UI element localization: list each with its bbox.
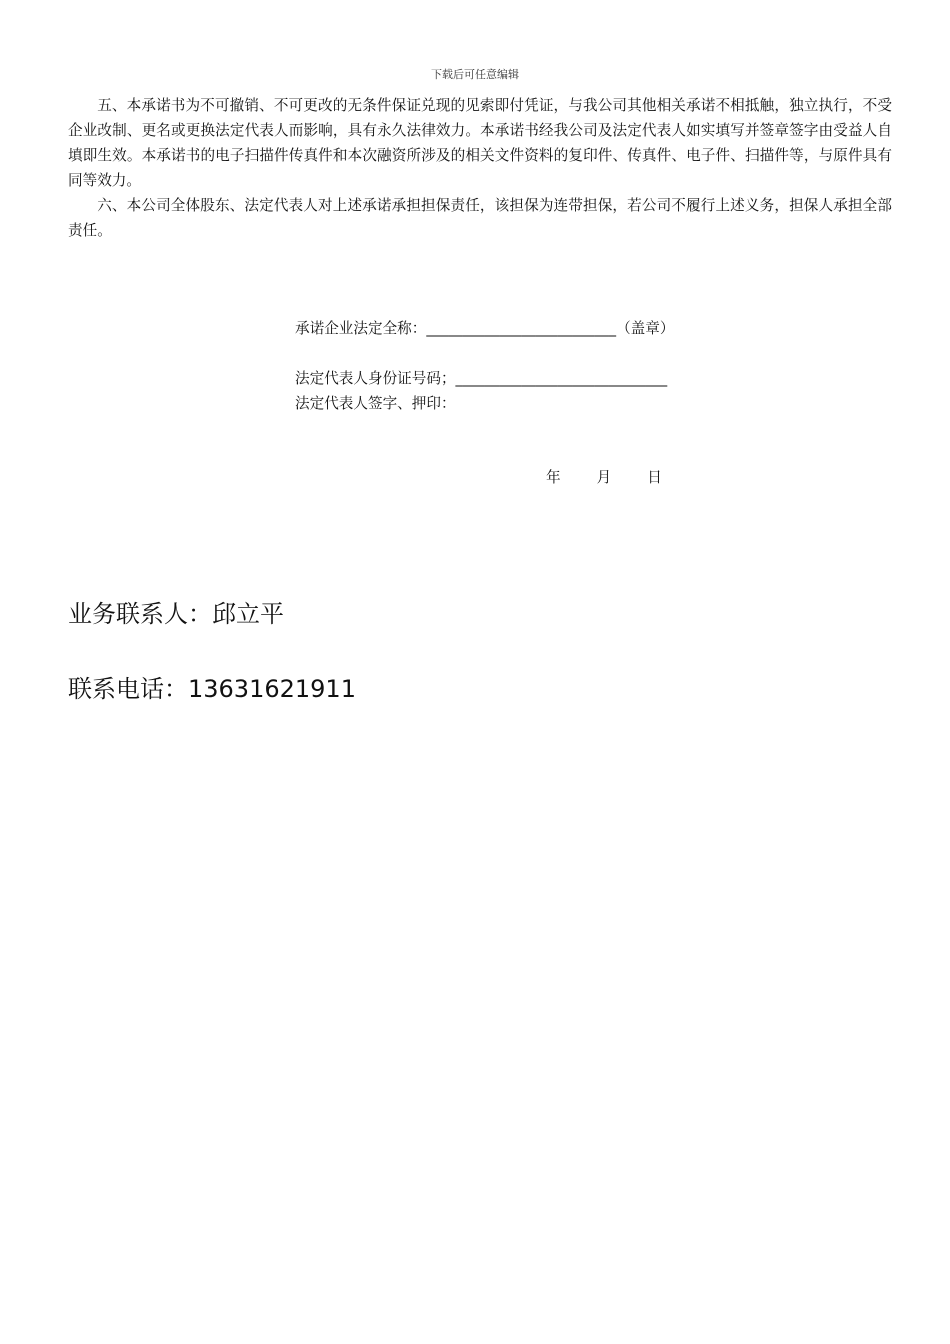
- contact-phone-label: 联系电话：: [68, 675, 188, 703]
- id-number-line: [295, 368, 667, 390]
- contact-phone-number: 13631621911: [188, 675, 356, 703]
- signature-label: 法定代表人签字、押印：: [295, 395, 456, 412]
- company-seal-label: （盖章）: [616, 320, 675, 337]
- date-month: 月: [596, 469, 612, 486]
- company-name-line: [295, 318, 674, 340]
- clause-six: 六、本公司全体股东、法定代表人对上述承诺承担担保责任，该担保为连带担保，若公司不履行上述义务，担保人承担全部责任。: [68, 197, 892, 239]
- date-day: 日: [647, 469, 662, 486]
- date-year: 年: [546, 469, 561, 486]
- company-name-blank: __________________________: [426, 320, 617, 337]
- id-number-label: 法定代表人身份证号码；: [295, 370, 456, 387]
- contact-person: [68, 598, 284, 630]
- contact-person-label: 业务联系人：: [68, 600, 212, 628]
- contact-phone: [68, 673, 356, 705]
- signature-line: [295, 393, 456, 415]
- clause-five: 五、本承诺书为不可撤销、不可更改的无条件保证兑现的见索即付凭证，与我公司其他相关承诺不相抵触，独立执行，不受企业改制、更名或更换法定代表人而影响，具有永久法律效力。本承诺书经我公司及法定代表人如实填写并签章签字由受益人自填即生效。本承诺书的电子扫描件传真件和本次融资所涉及的相关文件资料的复印件、传真件、电子件、扫描件等，与原件具有同等效力。: [68, 97, 892, 189]
- header-note: 下载后可任意编辑: [431, 68, 519, 81]
- contact-person-name: 邱立平: [212, 600, 284, 628]
- date-row: [546, 467, 662, 489]
- id-number-blank: _____________________________: [455, 370, 668, 387]
- company-name-label: 承诺企业法定全称：: [295, 320, 427, 337]
